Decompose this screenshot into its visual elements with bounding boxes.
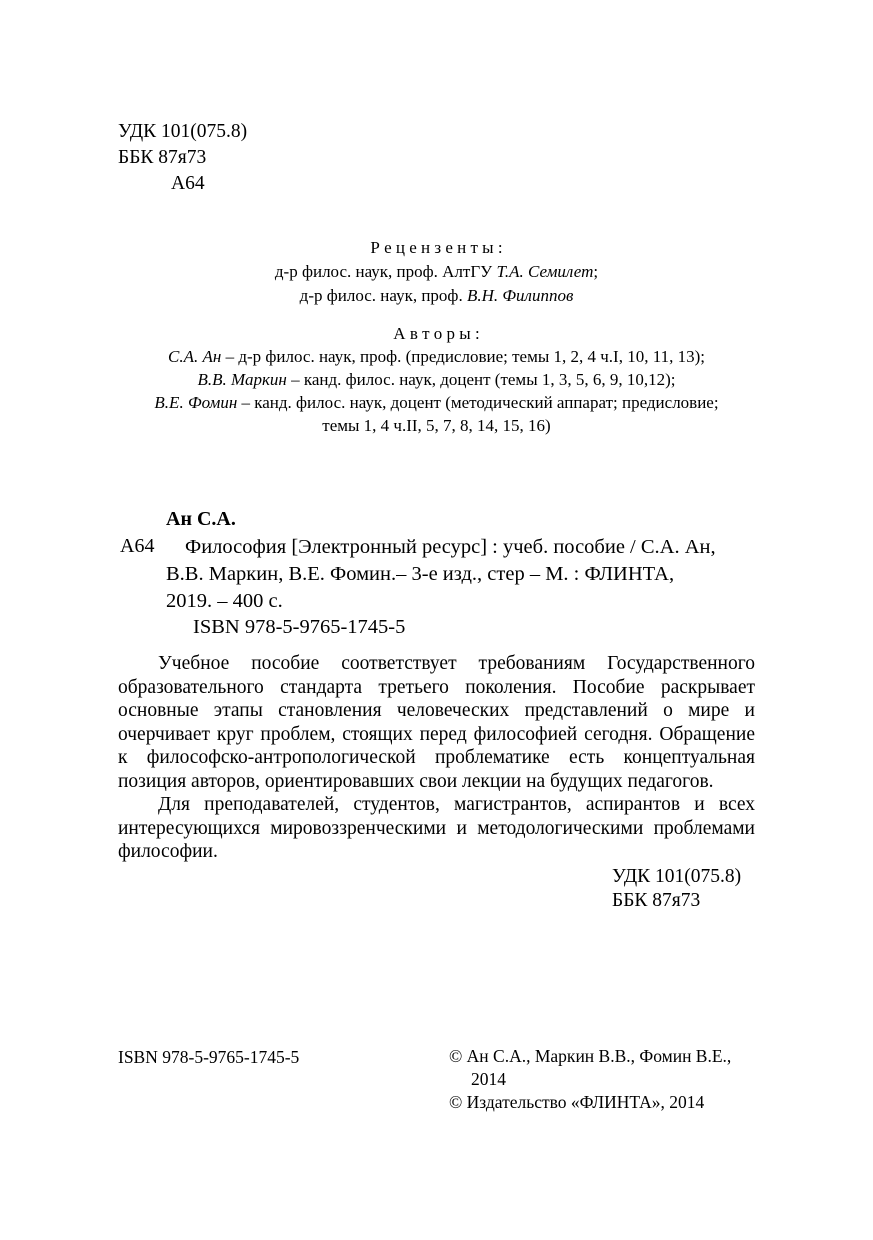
card-title-line-2: В.В. Маркин, В.Е. Фомин.– 3-е изд., стер – М. : ФЛИНТА, — [166, 563, 675, 585]
author-mark: А64 — [171, 173, 205, 194]
udk-code: УДК 101(075.8) — [118, 121, 248, 142]
author-1 — [0, 345, 873, 368]
author-1-role: – д-р филос. наук, проф. (предисловие; темы 1, 2, 4 ч.I, 10, 11, 13); — [221, 347, 705, 366]
reviewer-2-name: В.Н. Филиппов — [466, 286, 574, 305]
reviewer-1-credentials: д-р филос. наук, проф. АлтГУ — [274, 262, 497, 281]
copyright-authors-year: 2014 — [471, 1069, 506, 1089]
abstract-paragraph-2: Для преподавателей, студентов, магистрантов, аспирантов и всех интересующихся мировоззренческими и методологическими проблемами философии. — [118, 794, 755, 862]
card-isbn: ISBN 978-5-9765-1745-5 — [193, 616, 406, 638]
copyright-authors: © Ан С.А., Маркин В.В., Фомин В.Е., — [449, 1046, 732, 1066]
author-3-role: – канд. филос. наук, доцент (методический аппарат; предисловие; — [237, 393, 719, 412]
reviewers-block — [0, 236, 873, 308]
reviewer-2-credentials: д-р филос. наук, проф. — [299, 286, 467, 305]
author-3-name: В.Е. Фомин — [154, 393, 238, 412]
top-classification — [118, 119, 247, 197]
bottom-udk-code: УДК 101(075.8) — [612, 866, 742, 887]
abstract-paragraph-1: Учебное пособие соответствует требованиям Государственного образовательного стандарта третьего поколения. Пособие раскрывает основные этапы становления человеческих представлений о мире и очерчивает круг проблем, стоящих перед философией сегодня. Обращение к философско-антропологической проблематике есть концептуальная позиция авторов, ориентировавших свои лекции на будущих педагогов. — [118, 653, 755, 792]
author-3 — [0, 391, 873, 414]
bbk-code: ББК 87я73 — [118, 147, 207, 168]
reviewers-heading: Р е ц е н з е н т ы : — [370, 238, 503, 257]
reviewer-1-suffix: ; — [593, 262, 599, 281]
reviewer-2 — [0, 284, 873, 308]
bottom-bbk-code: ББК 87я73 — [612, 890, 701, 911]
footer-isbn: ISBN 978-5-9765-1745-5 — [118, 1047, 300, 1067]
reviewer-1 — [0, 260, 873, 284]
author-3-role-cont: темы 1, 4 ч.II, 5, 7, 8, 14, 15, 16) — [322, 416, 551, 435]
card-title-line-3: 2019. – 400 с. — [166, 590, 283, 612]
copyright-block — [449, 1045, 731, 1114]
author-2-role: – канд. филос. наук, доцент (темы 1, 3, 5, 6, 9, 10,12); — [286, 370, 676, 389]
authors-block — [0, 322, 873, 437]
bottom-classification — [612, 865, 741, 913]
author-2 — [0, 368, 873, 391]
reviewer-1-name: Т.А. Семилет — [496, 262, 594, 281]
card-code: А64 — [120, 535, 155, 557]
authors-heading: А в т о р ы : — [393, 324, 480, 343]
card-author: Ан С.А. — [166, 508, 236, 530]
author-1-name: С.А. Ан — [168, 347, 222, 366]
abstract — [118, 652, 755, 864]
copyright-publisher: © Издательство «ФЛИНТА», 2014 — [449, 1092, 705, 1112]
card-title-line-1: Философия [Электронный ресурс] : учеб. пособие / С.А. Ан, — [185, 536, 716, 558]
author-2-name: В.В. Маркин — [197, 370, 287, 389]
